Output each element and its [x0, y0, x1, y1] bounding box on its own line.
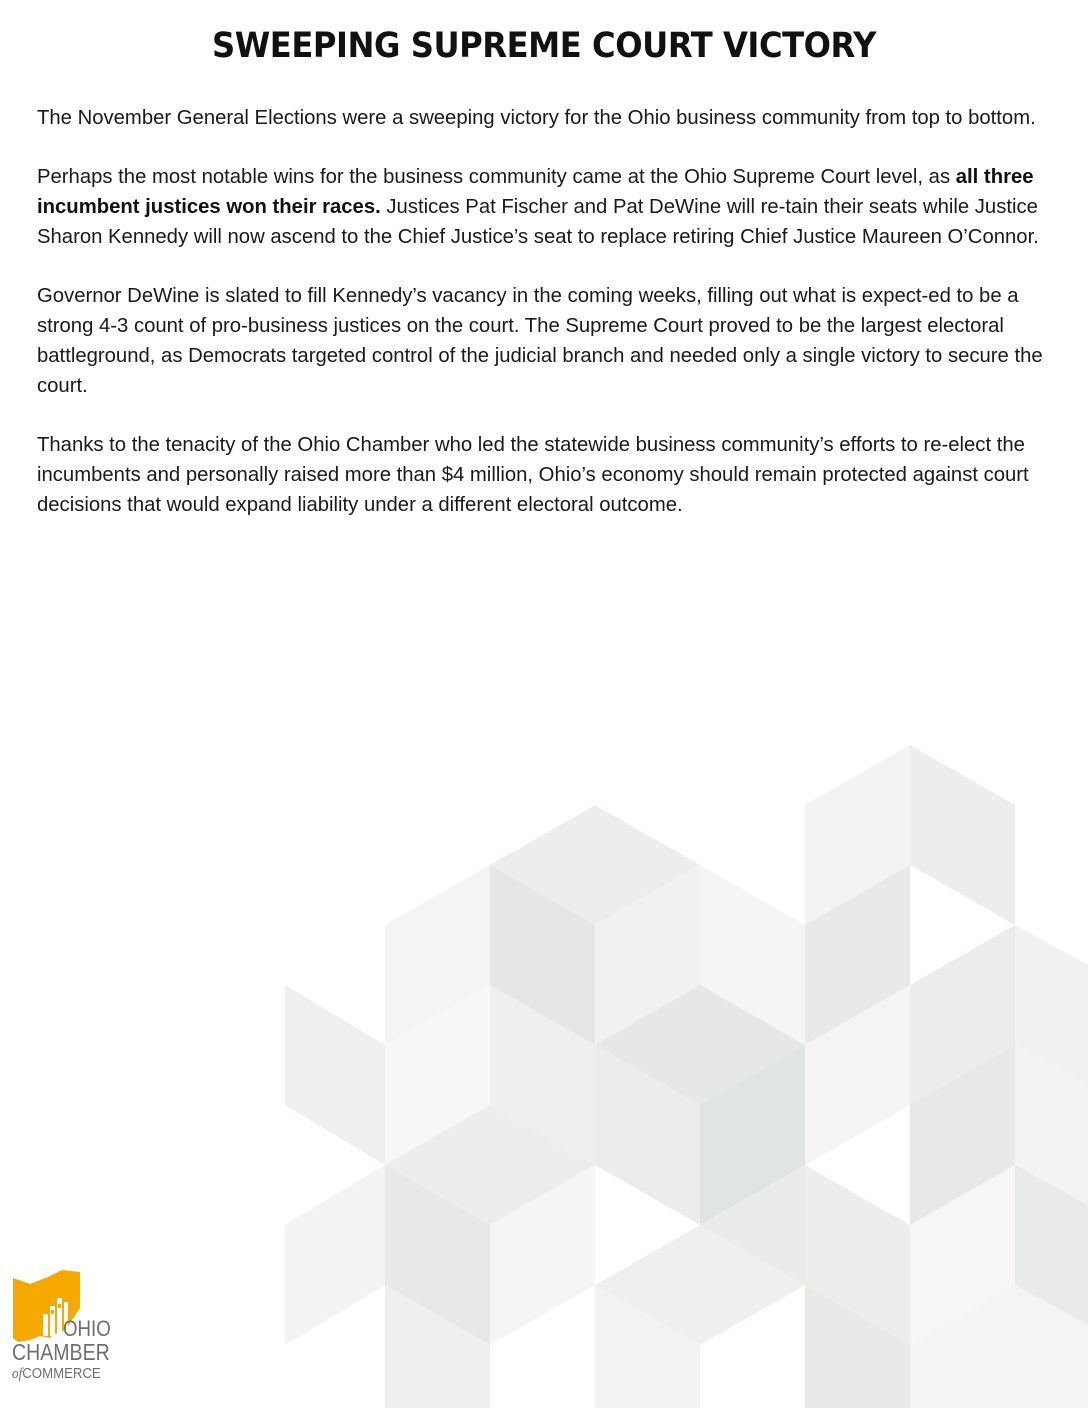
logo-line-commerce	[12, 1366, 101, 1382]
paragraph-1: The November General Elections were a sweeping victory for the Ohio business community from top to bottom.	[37, 107, 1036, 129]
paragraph-4: Thanks to the tenacity of the Ohio Chamber who led the statewide business community’s efforts to re-elect the incumbents and personally raised more than $4 million, Ohio’s economy should remain protected against court decisions that would expand liability under a different electoral outcome.	[37, 434, 1029, 516]
logo-line-chamber: CHAMBER	[12, 1339, 110, 1365]
paragraph-2	[37, 162, 1057, 252]
paragraph-2-rest: Justices Pat Fischer and Pat DeWine will re-tain their seats while Justice Sharon Kennedy will now ascend to the Chief Justice’s seat to replace retiring Chief Justice Maureen O’Connor.	[37, 196, 1039, 248]
logo-of: of	[12, 1366, 23, 1382]
paragraph-2-intro: Perhaps the most notable wins for the business community came at the Ohio Supreme Court level, as	[37, 166, 956, 188]
logo-commerce-word: COMMERCE	[22, 1365, 101, 1382]
page-title: SWEEPING SUPREME COURT VICTORY	[212, 26, 876, 66]
article-body	[37, 103, 1057, 549]
paragraph-2-bold-highlight: all three incumbent justices won their races.	[37, 166, 1034, 218]
logo-line-ohio: OHIO	[63, 1316, 111, 1341]
paragraph-3: Governor DeWine is slated to fill Kennedy’s vacancy in the coming weeks, filling out what is expect-ed to be a strong 4-3 count of pro-business justices on the court. The Supreme Court proved to be the largest electoral battleground, as Democrats targeted control of the judicial branch and needed only a single victory to secure the court.	[37, 285, 1043, 397]
